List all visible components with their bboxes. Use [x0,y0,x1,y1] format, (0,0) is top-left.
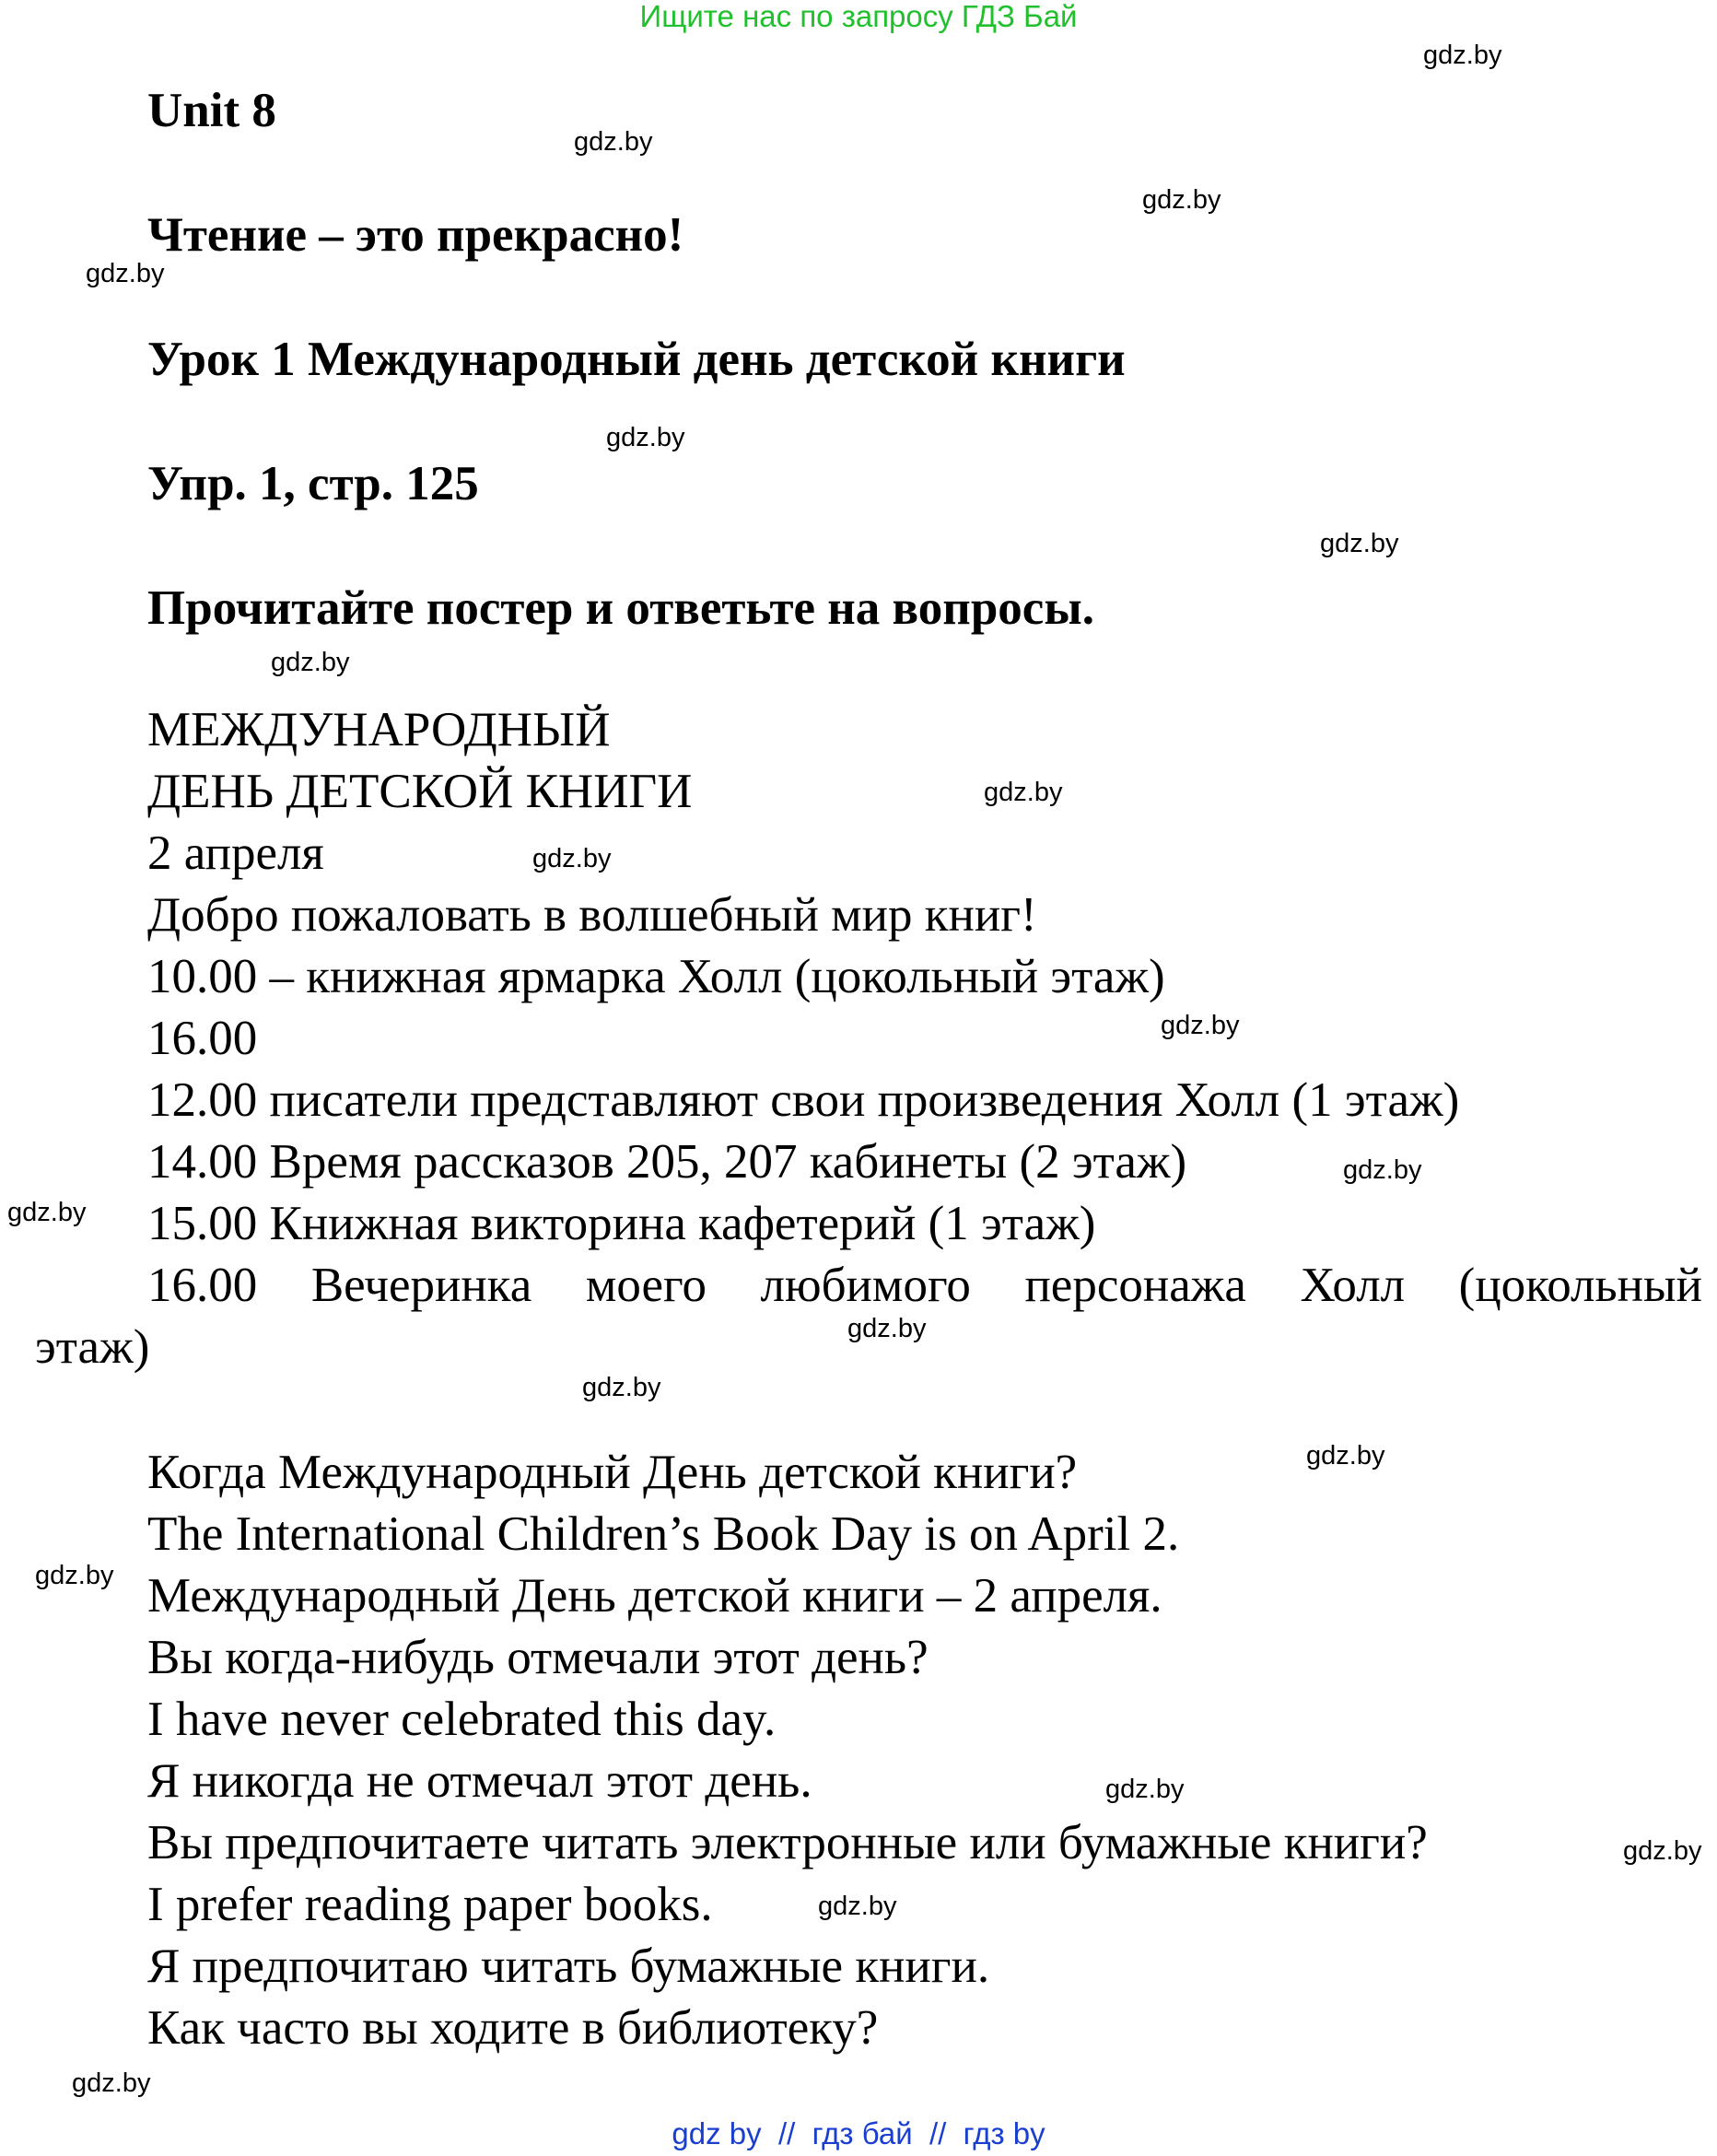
qa-line: The International Children’s Book Day is on April 2. [147,1507,1180,1561]
schedule-item: 14.00 Время рассказов 205, 207 кабинеты (2 этаж) [147,1135,1187,1189]
watermark: gdz.by [1142,185,1221,215]
schedule-item: 10.00 – книжная ярмарка Холл (цокольный этаж) [147,950,1165,1003]
qa-line: Вы когда-нибудь отмечали этот день? [147,1631,929,1684]
poster-title-line-2: ДЕНЬ ДЕТСКОЙ КНИГИ [147,765,693,818]
qa-line: I have never celebrated this day. [147,1693,777,1746]
poster-welcome: Добро пожаловать в волшебный мир книг! [147,888,1037,942]
qa-line: Когда Международный День детской книги? [147,1446,1078,1499]
qa-line: Международный День детской книги – 2 апреля. [147,1569,1162,1623]
schedule-item-continuation: этаж) [35,1320,150,1374]
watermark: gdz.by [818,1892,897,1921]
watermark: gdz.by [847,1314,927,1343]
watermark: gdz.by [606,423,685,452]
watermark: gdz.by [86,259,165,288]
watermark: gdz.by [1423,41,1502,70]
topic-title: Чтение – это прекрасно! [147,208,684,262]
watermark: gdz.by [574,127,653,157]
exercise-number: Упр. 1, стр. 125 [147,457,479,510]
watermark: gdz.by [1105,1775,1185,1804]
schedule-item: 16.00 [147,1012,258,1065]
watermark: gdz.by [271,648,350,677]
schedule-item: 15.00 Книжная викторина кафетерий (1 этаж) [147,1197,1096,1250]
watermark: gdz.by [582,1373,661,1402]
schedule-item: 16.00 Вечеринка моего любимого персонажа Холл (цокольный [147,1259,1702,1312]
top-banner: Ищите нас по запросу ГДЗ Бай [639,0,1078,33]
qa-line: Вы предпочитаете читать электронные или бумажные книги? [147,1816,1428,1869]
watermark: gdz.by [1343,1155,1422,1185]
watermark: gdz.by [984,778,1063,807]
watermark: gdz.by [1161,1011,1240,1040]
footer-links: gdz by // гдз бай // гдз by [672,2116,1045,2150]
unit-title: Unit 8 [147,84,276,137]
qa-line: Я никогда не отмечал этот день. [147,1754,812,1808]
watermark: gdz.by [1320,529,1399,558]
watermark: gdz.by [1306,1441,1385,1471]
qa-line: I prefer reading paper books. [147,1878,713,1931]
poster-title-line-1: МЕЖДУНАРОДНЫЙ [147,703,611,756]
poster-date: 2 апреля [147,826,324,880]
qa-line: Я предпочитаю читать бумажные книги. [147,1939,990,1993]
task-instruction: Прочитайте постер и ответьте на вопросы. [147,581,1094,635]
watermark: gdz.by [72,2068,151,2098]
watermark: gdz.by [532,844,612,873]
lesson-title: Урок 1 Международный день детской книги [147,333,1126,386]
watermark: gdz.by [7,1198,87,1227]
qa-line: Как часто вы ходите в библиотеку? [147,2001,879,2055]
watermark: gdz.by [35,1561,114,1590]
schedule-item: 12.00 писатели представляют свои произведения Холл (1 этаж) [147,1073,1460,1127]
watermark: gdz.by [1623,1836,1702,1866]
